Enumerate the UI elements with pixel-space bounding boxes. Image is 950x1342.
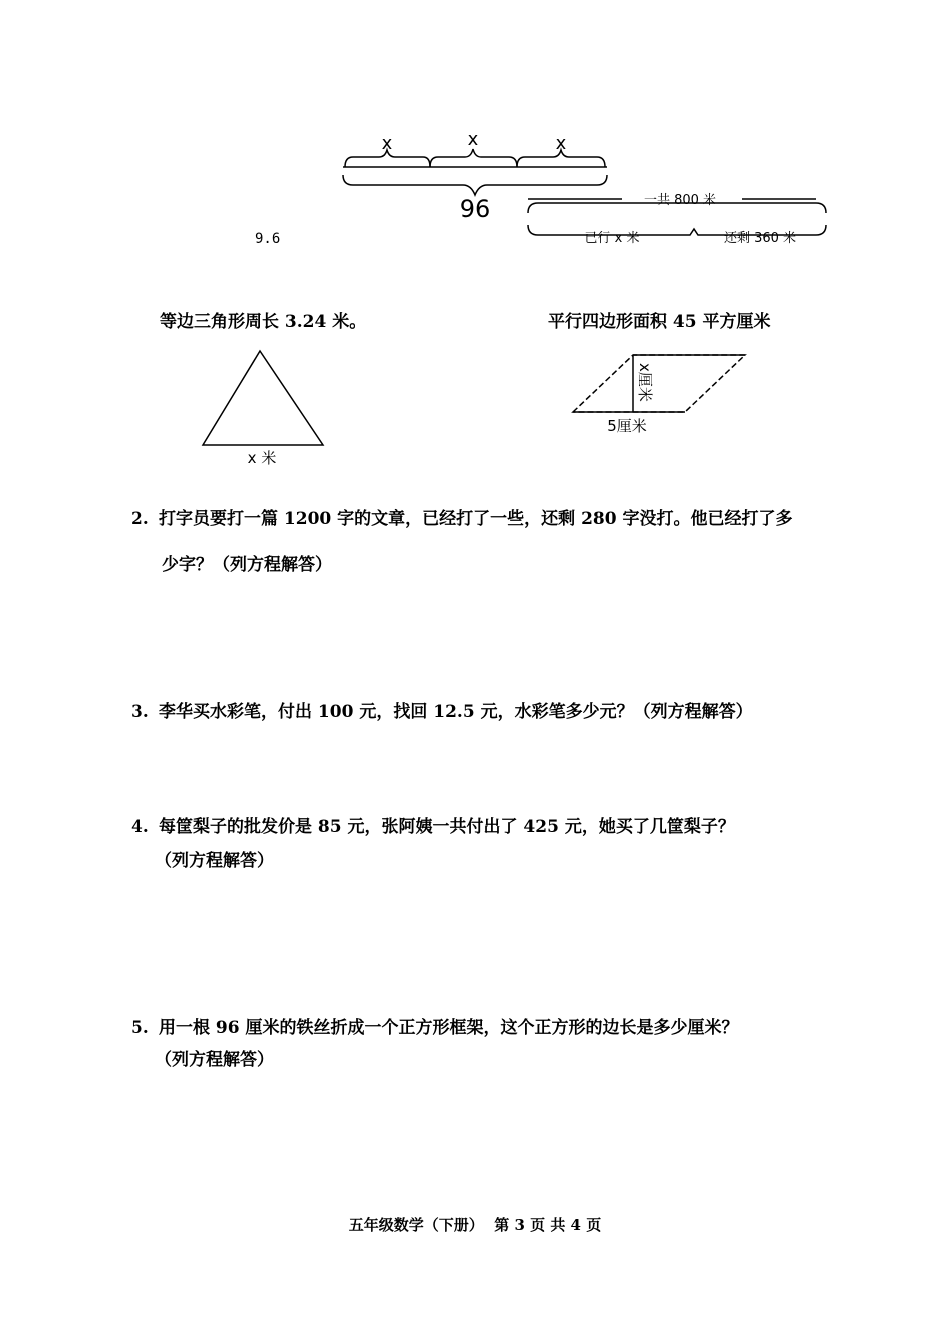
parallelogram-diagram bbox=[565, 345, 760, 440]
parallelogram-base-label: 5厘米 bbox=[607, 417, 647, 435]
question-text: 每筐梨子的批发价是 85 元，张阿姨一共付出了 425 元，她买了几筐梨子？ bbox=[159, 817, 735, 837]
question-number: 3. bbox=[131, 702, 149, 722]
equilateral-triangle bbox=[203, 351, 323, 445]
question-5-line2: （列方程解答） bbox=[155, 1050, 274, 1070]
brace-label-x3: x bbox=[555, 133, 567, 154]
page-footer: 五年级数学（下册） 第 3 页 共 4 页 bbox=[348, 1216, 602, 1234]
brace-label-x1: x bbox=[381, 133, 393, 154]
brace-total-label: 96 bbox=[459, 195, 491, 223]
triangle-caption: 等边三角形周长 3.24 米。 bbox=[160, 312, 367, 332]
parallelogram-shape bbox=[573, 355, 745, 412]
question-4-line2: （列方程解答） bbox=[155, 851, 274, 871]
road-done-label: 已行 x 米 bbox=[584, 231, 640, 246]
road-left-label: 还剩 360 米 bbox=[723, 231, 797, 246]
triangle-base-label: x 米 bbox=[247, 449, 277, 467]
question-text: 李华买水彩笔，付出 100 元，找回 12.5 元，水彩笔多少元？（列方程解答） bbox=[159, 702, 753, 722]
question-4 bbox=[131, 810, 735, 844]
question-number: 5. bbox=[131, 1018, 149, 1038]
road-diagram bbox=[520, 185, 835, 250]
triangle-diagram bbox=[195, 345, 335, 470]
parallelogram-caption: 平行四边形面积 45 平方厘米 bbox=[548, 312, 771, 332]
question-text: 用一根 96 厘米的铁丝折成一个正方形框架，这个正方形的边长是多少厘米？ bbox=[159, 1018, 739, 1038]
question-2-line2: 少字？（列方程解答） bbox=[162, 555, 332, 575]
question-text: 打字员要打一篇 1200 字的文章，已经打了一些，还剩 280 字没打。他已经打了多 bbox=[159, 509, 793, 529]
brace-small-2 bbox=[430, 149, 517, 167]
road-total-label: 一共 800 米 bbox=[643, 193, 717, 208]
question-2 bbox=[131, 502, 792, 536]
question-number: 2. bbox=[131, 509, 149, 529]
parallelogram-height-label: x厘米 bbox=[636, 363, 654, 402]
question-number: 4. bbox=[131, 817, 149, 837]
brace-label-x2: x bbox=[467, 129, 479, 150]
question-3 bbox=[131, 695, 753, 729]
stray-number: 9.6 bbox=[255, 231, 281, 247]
question-5 bbox=[131, 1011, 739, 1045]
